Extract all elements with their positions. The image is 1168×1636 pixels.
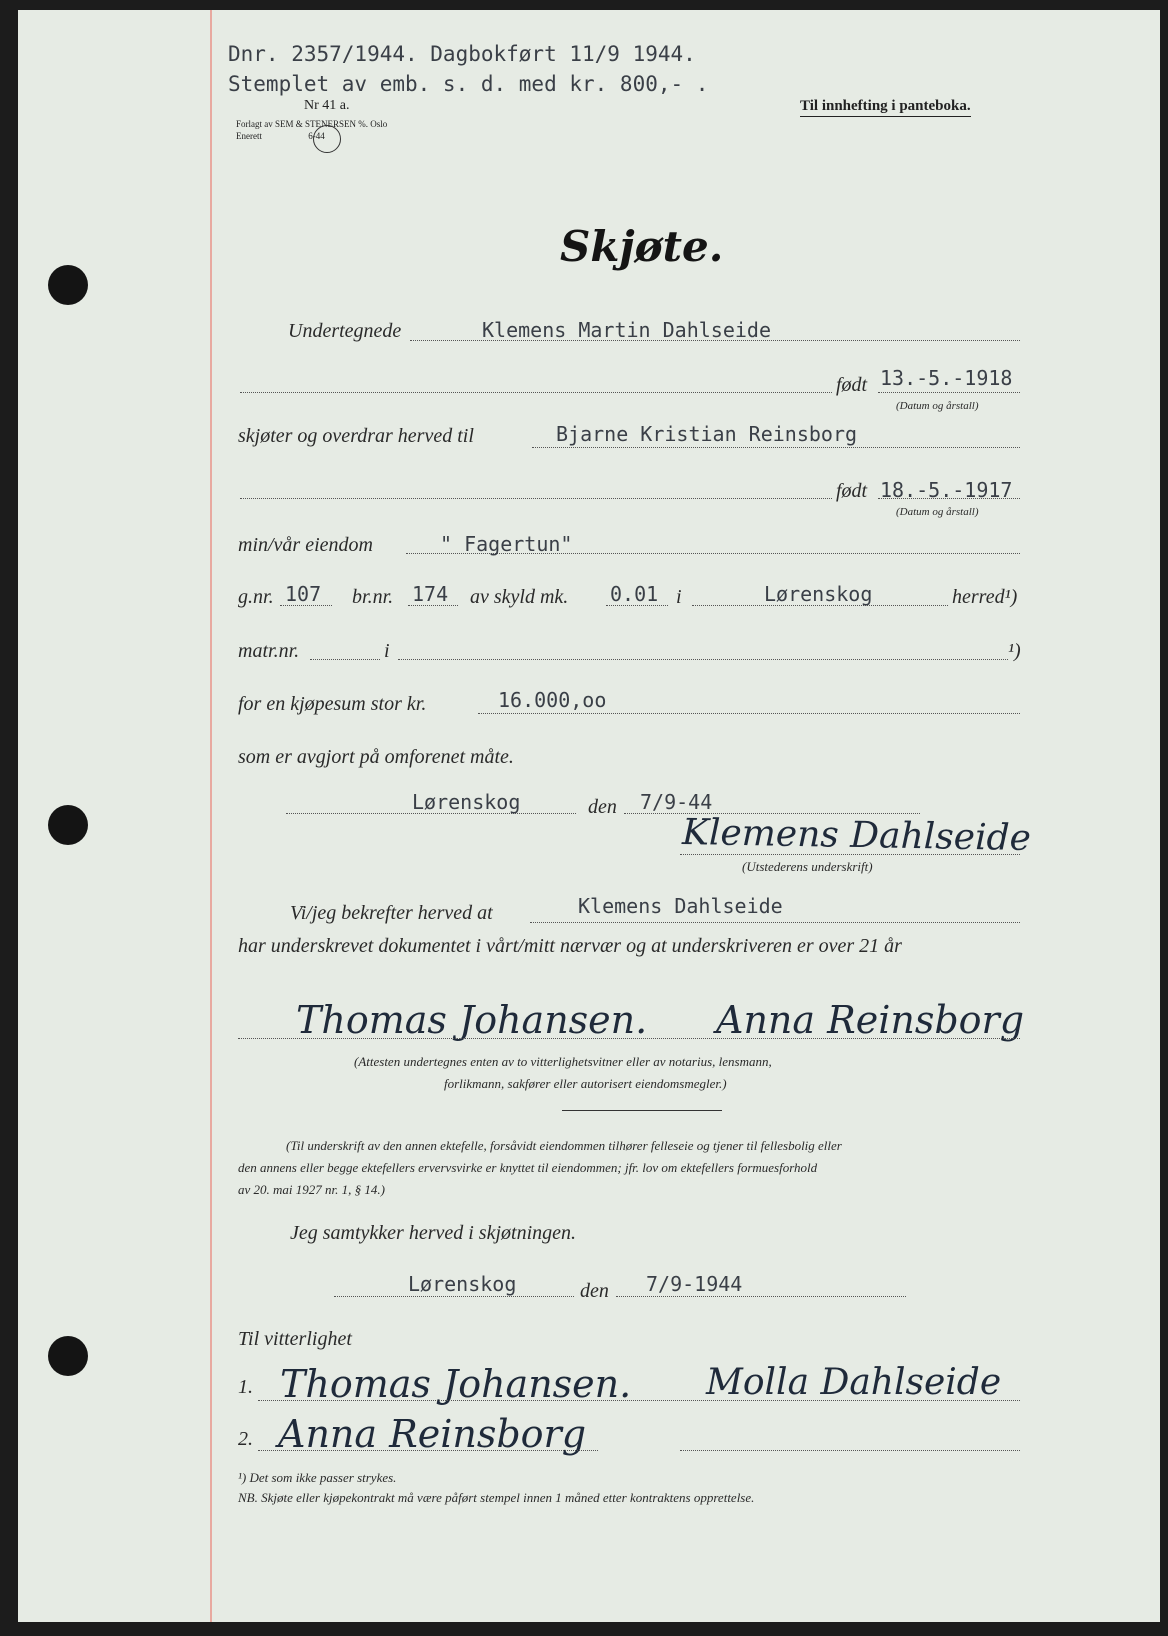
witness-2b-line [680, 1450, 1020, 1451]
consent-place-line [334, 1296, 574, 1297]
consent-date: 7/9-1944 [646, 1272, 743, 1296]
section-divider [562, 1110, 722, 1111]
registration-line: Dnr. 2357/1944. Dagbokført 11/9 1944. [228, 42, 696, 66]
margin-line [210, 10, 212, 1622]
skyld-value: 0.01 [610, 582, 659, 606]
price-amount: 16.000,oo [498, 688, 607, 712]
seller-date-hint: (Datum og årstall) [896, 400, 979, 412]
footnote-2: NB. Skjøte eller kjøpekontrakt må være påført stempel innen 1 måned etter kontraktens opprettelse. [238, 1490, 755, 1505]
signature-caption: (Utstederens underskrift) [742, 859, 873, 874]
consent-place: Lørenskog [408, 1272, 517, 1296]
stamp-line: Stemplet av emb. s. d. med kr. 800,- . [228, 72, 709, 96]
signature-line [680, 854, 1020, 855]
gnr-value: 107 [285, 582, 322, 606]
attest-statement: har underskrevet dokumentet i vårt/mitt nærvær og at underskriveren er over 21 år [238, 935, 902, 957]
witness-2-signature: Anna Reinsborg [278, 1412, 587, 1456]
seller-born: 13.-5.-1918 [880, 366, 1013, 390]
punch-hole [48, 265, 88, 305]
punch-hole [48, 1336, 88, 1376]
witness-1-spouse-signature: Molla Dahlseide [706, 1362, 1002, 1403]
spouse-note-1: (Til underskrift av den annen ektefelle, forsåvidt eiendommen tilhører felleseie og tjener til fellesbolig eller [286, 1138, 842, 1153]
spouse-note-3: av 20. mai 1927 nr. 1, § 14.) [238, 1182, 385, 1197]
attest-witness-2: Anna Reinsborg [716, 998, 1025, 1042]
gnr-label: g.nr. [238, 586, 274, 608]
witness-line [238, 1038, 1020, 1039]
buyer-born: 18.-5.-1917 [880, 478, 1013, 502]
herred-label: herred¹) [952, 586, 1018, 608]
matr-line [310, 659, 380, 660]
buyer-line [532, 447, 1020, 448]
settled-text: som er avgjort på omforenet måte. [238, 746, 514, 768]
seller-blank-line [240, 392, 832, 393]
signing-place: Lørenskog [412, 790, 521, 814]
matr-place-line [398, 659, 1008, 660]
witness-number-2: 2. [238, 1428, 253, 1450]
attest-caption-2: forlikmann, sakfører eller autorisert eiendomsmegler.) [444, 1076, 727, 1091]
publisher-info [236, 118, 387, 142]
witness-1-signature: Thomas Johansen. [280, 1362, 632, 1406]
seller-born-label: født [836, 374, 868, 396]
matr-footnote: ¹) [1008, 640, 1021, 662]
buyer-blank-line [240, 498, 832, 499]
consent-date-line [616, 1296, 906, 1297]
bnr-label: br.nr. [352, 586, 394, 608]
witness-1-line [258, 1400, 1020, 1401]
publisher-line1: Forlagt av SEM & STENERSEN %. Oslo [236, 119, 388, 129]
spouse-note-2: den annens eller begge ektefellers ervervsvirke er knyttet til eiendommen; jfr. lov om ektefellers formuesforhold [238, 1160, 818, 1175]
witness-2-line [258, 1450, 598, 1451]
buyer-name: Bjarne Kristian Reinsborg [556, 422, 858, 446]
attest-line [530, 922, 1020, 923]
seller-born-line [878, 392, 1020, 393]
matr-label: matr.nr. [238, 640, 300, 662]
bnr-value: 174 [412, 582, 449, 606]
buyer-label: skjøter og overdrar herved til [238, 425, 474, 447]
seller-label: Undertegnede [288, 320, 402, 342]
buyer-born-label: født [836, 480, 868, 502]
attest-witness-1: Thomas Johansen. [296, 998, 648, 1042]
punch-hole [48, 805, 88, 845]
property-name: " Fagertun" [440, 532, 573, 556]
skyld-label: av skyld mk. [470, 586, 569, 608]
consent-den-label: den [580, 1280, 609, 1302]
price-label: for en kjøpesum stor kr. [238, 693, 427, 715]
herred-i-label: i [676, 586, 682, 608]
witness-number-1: 1. [238, 1376, 253, 1398]
seller-signature: Klemens Dahlseide [681, 811, 1032, 860]
herred-name: Lørenskog [764, 582, 873, 606]
consent-text: Jeg samtykker herved i skjøtningen. [290, 1222, 577, 1244]
property-label: min/vår eiendom [238, 534, 373, 556]
attest-caption-1: (Attesten undertegnes enten av to vitterlighetsvitner eller av notarius, lensmann, [354, 1054, 772, 1069]
signing-date: 7/9-44 [640, 790, 713, 814]
footnote-1: ¹) Det som ikke passer strykes. [238, 1470, 397, 1485]
publisher-logo [313, 125, 341, 153]
document-title: Skjøte. [560, 222, 724, 271]
matr-i-label: i [384, 640, 390, 662]
signing-den-label: den [588, 796, 617, 818]
witness-heading: Til vitterlighet [238, 1328, 352, 1350]
attest-name: Klemens Dahlseide [578, 894, 783, 918]
form-number: Nr 41 a. [304, 98, 350, 113]
buyer-date-hint: (Datum og årstall) [896, 506, 979, 518]
seller-name: Klemens Martin Dahlseide [482, 318, 771, 342]
publisher-code: 6-44 [308, 131, 325, 141]
attest-label: Vi/jeg bekrefter herved at [290, 902, 493, 924]
attach-note: Til innhefting i panteboka. [800, 98, 971, 117]
publisher-line2: Enerett [236, 131, 262, 141]
price-line [478, 713, 1020, 714]
